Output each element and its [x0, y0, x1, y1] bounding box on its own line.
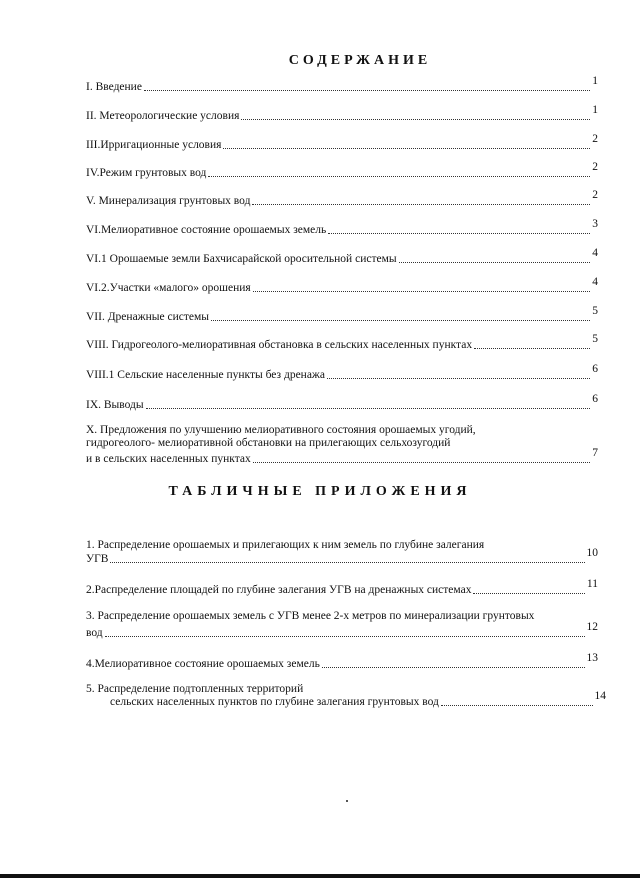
- toc-entry: [86, 247, 598, 266]
- appendix-entry-page: 11: [586, 578, 598, 590]
- toc-entry: [86, 305, 598, 324]
- dot-leader: [322, 666, 585, 668]
- dot-leader: [208, 175, 590, 177]
- toc-entry-page: 1: [592, 104, 598, 116]
- toc-entry-title: VI.1 Орошаемые земли Бахчисарайской оросительной системы: [86, 253, 397, 265]
- toc-entry-page: 6: [592, 393, 598, 405]
- appendix-entry-page: 14: [594, 690, 606, 702]
- dot-leader: [441, 704, 593, 706]
- toc-entry-title: VII. Дренажные системы: [86, 311, 209, 323]
- appendix-entry-page: 13: [586, 652, 598, 664]
- toc-entry: [86, 218, 598, 237]
- toc-entry-title: I. Введение: [86, 81, 142, 93]
- toc-entry-page: 2: [592, 133, 598, 145]
- scan-speck: [346, 800, 348, 802]
- appendix-entry: [110, 690, 606, 709]
- toc-entry-title-line: гидрогеолого- мелиоративной обстановки на прилегающих сельхозугодий: [86, 437, 451, 449]
- toc-entry-title: V. Минерализация грунтовых вод: [86, 195, 251, 207]
- toc-entry-title: и в сельских населенных пунктах: [86, 453, 251, 465]
- toc-entry: [86, 276, 598, 295]
- appendix-entry-title: вод: [86, 627, 103, 639]
- appendix-entry-line: 3. Распределение орошаемых земель с УГВ менее 2-х метров по минерализации грунтовых: [86, 610, 535, 622]
- appendix-entry: [86, 652, 598, 671]
- toc-entry: [86, 393, 598, 412]
- dot-leader: [146, 407, 591, 409]
- appendix-entry: [86, 547, 598, 566]
- dot-leader: [399, 261, 591, 263]
- toc-entry: [86, 75, 598, 94]
- dot-leader: [473, 592, 584, 594]
- toc-entry-page: 5: [592, 333, 598, 345]
- toc-entry-title: IX. Выводы: [86, 399, 144, 411]
- dot-leader: [328, 232, 590, 234]
- dot-leader: [252, 203, 590, 205]
- appendix-entry-page: 10: [586, 547, 598, 559]
- appendix-entry-title: 4.Мелиоративное состояние орошаемых земель: [86, 658, 320, 670]
- toc-entry-title: VI.Мелиоративное состояние орошаемых земель: [86, 224, 327, 236]
- dot-leader: [105, 635, 585, 637]
- toc-entry-title: III.Ирригационные условия: [86, 139, 222, 151]
- toc-entry-page: 4: [592, 276, 598, 288]
- appendix-entry-page: 12: [586, 621, 598, 633]
- toc-entry-page: 3: [592, 218, 598, 230]
- dot-leader: [241, 118, 590, 120]
- toc-entry: [86, 333, 598, 352]
- toc-entry-page: 1: [592, 75, 598, 87]
- toc-entry-title: VIII.1 Сельские населенные пункты без дренажа: [86, 369, 325, 381]
- appendix-entry-title: 2.Распределение площадей по глубине залегания УГВ на дренажных системах: [86, 584, 472, 596]
- dot-leader: [211, 319, 590, 321]
- toc-entry-title: VIII. Гидрогеолого-мелиоративная обстановка в сельских населенных пунктах: [86, 339, 473, 351]
- toc-entry-page: 2: [592, 189, 598, 201]
- dot-leader: [474, 347, 590, 349]
- toc-entry-page: 7: [592, 447, 598, 459]
- toc-entry-title: II. Метеорологические условия: [86, 110, 240, 122]
- toc-entry: [86, 161, 598, 180]
- scan-bottom-edge: [0, 874, 640, 878]
- dot-leader: [253, 290, 591, 292]
- appendix-entry: [86, 621, 598, 640]
- toc-entry: [86, 189, 598, 208]
- toc-entry: [86, 447, 598, 466]
- appendix-entry-title: сельских населенных пунктов по глубине залегания грунтовых вод: [110, 696, 439, 708]
- appendix-entry-line: 1. Распределение орошаемых и прилегающих к ним земель по глубине залегания: [86, 539, 485, 551]
- toc-entry-page: 2: [592, 161, 598, 173]
- dot-leader: [110, 561, 584, 563]
- toc-entry-page: 4: [592, 247, 598, 259]
- toc-entry: [86, 363, 598, 382]
- contents-heading: СОДЕРЖАНИЕ: [288, 53, 432, 68]
- appendix-heading: ТАБЛИЧНЫЕ ПРИЛОЖЕНИЯ: [168, 484, 472, 499]
- toc-entry-page: 5: [592, 305, 598, 317]
- appendix-entry-title: УГВ: [86, 553, 109, 565]
- toc-entry-title: VI.2.Участки «малого» орошения: [86, 282, 251, 294]
- appendix-entry: [86, 578, 598, 597]
- toc-entry-page: 6: [592, 363, 598, 375]
- toc-entry-title: IV.Режим грунтовых вод: [86, 167, 207, 179]
- toc-entry: [86, 133, 598, 152]
- dot-leader: [253, 461, 590, 463]
- dot-leader: [223, 147, 590, 149]
- dot-leader: [144, 89, 590, 91]
- toc-entry: [86, 104, 598, 123]
- toc-entry-title-line: X. Предложения по улучшению мелиоративного состояния орошаемых угодий,: [86, 424, 476, 436]
- dot-leader: [327, 377, 590, 379]
- appendix-entry-line: 5. Распределение подтопленных территорий: [86, 683, 304, 695]
